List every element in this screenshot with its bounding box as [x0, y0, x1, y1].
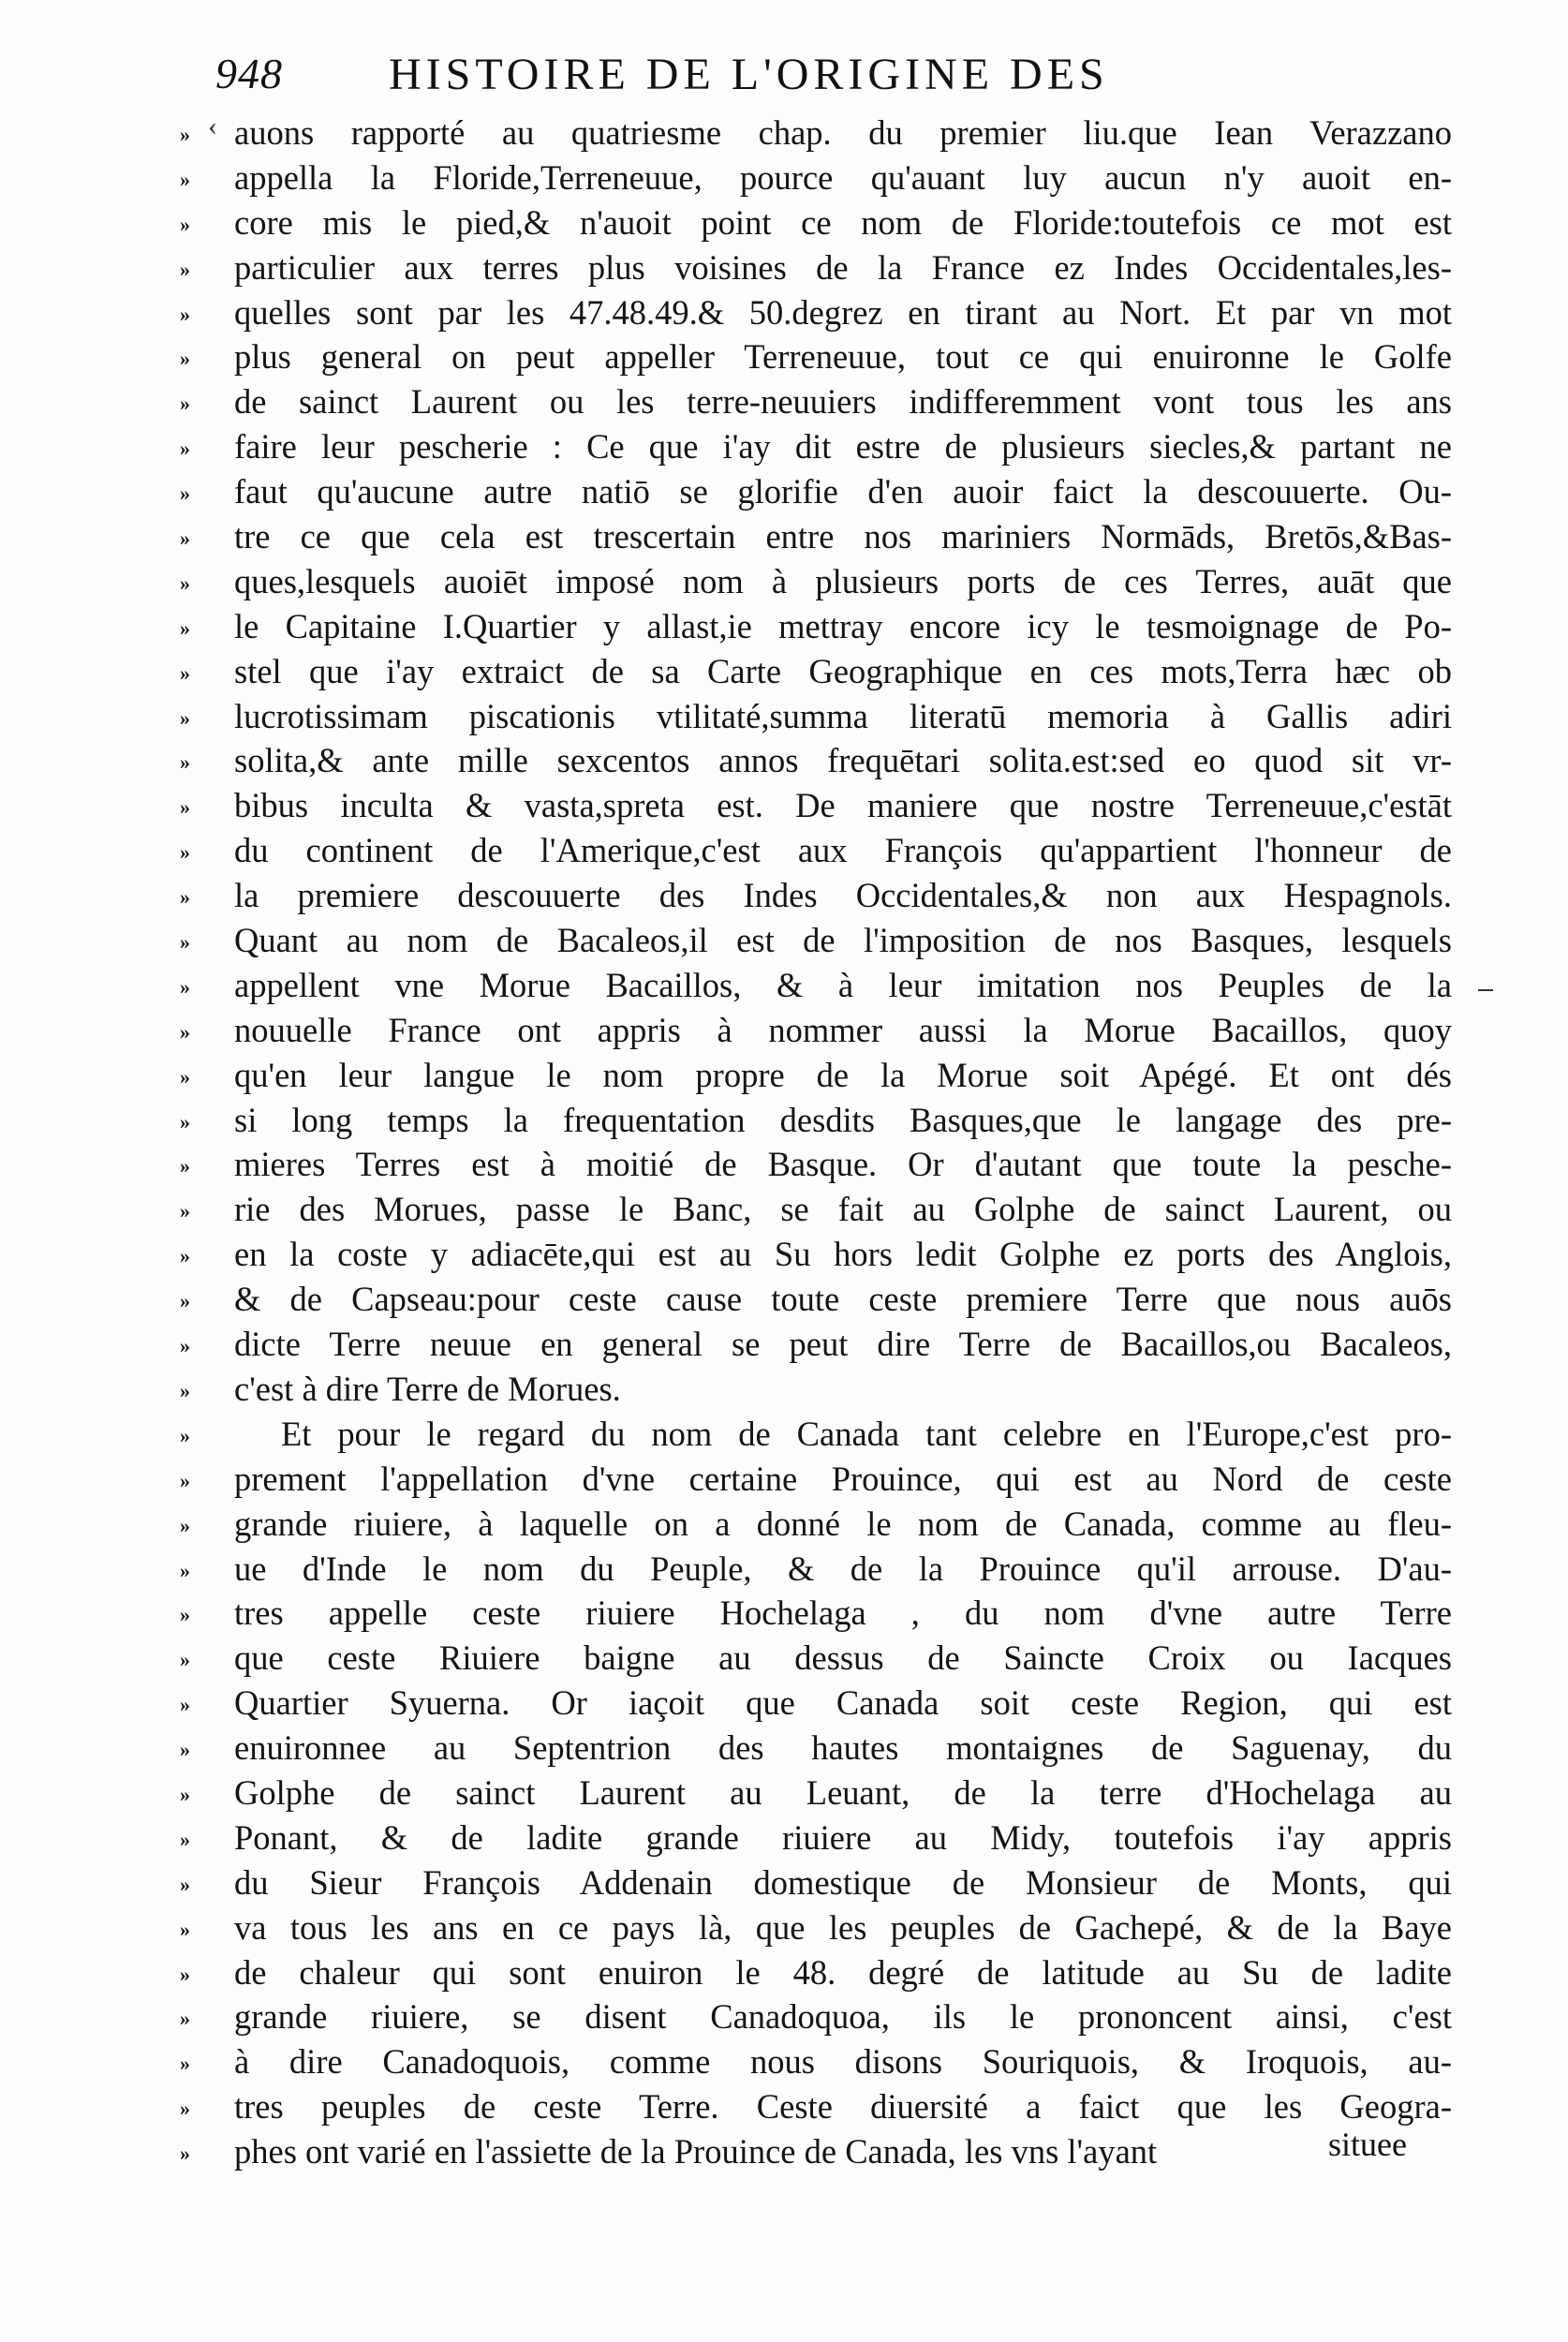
- text-line: [180, 1994, 1452, 2039]
- text-line-content: du Sieur François Addenain domestique de Monsieur de Monts, qui: [234, 1862, 1452, 1902]
- guillemet-mark: »: [180, 1019, 188, 1044]
- text-line-content: ue d'Inde le nom du Peuple, & de la Prouince qu'il arrouse. D'au-: [234, 1549, 1452, 1588]
- text-line: [180, 1053, 1452, 1098]
- guillemet-mark: »: [180, 1603, 188, 1627]
- text-line: [180, 245, 1452, 290]
- text-line-content: nouuelle France ont appris à nommer aussi la Morue Bacaillos, quoy: [234, 1010, 1452, 1049]
- text-line-content: Ponant, & de ladite grande riuiere au Midy, toutefois i'ay appris: [234, 1817, 1452, 1857]
- text-line: [180, 1232, 1452, 1277]
- text-line: [180, 1547, 1452, 1592]
- text-line-content: en la coste y adiacēte,qui est au Su hors ledit Golphe ez ports des Anglois,: [234, 1235, 1452, 1274]
- guillemet-mark: »: [180, 840, 188, 865]
- text-line: [180, 111, 1452, 156]
- text-line-content: faut qu'aucune autre natiō se glorifie d'en auoir faict la descouuerte. Ou-: [234, 472, 1452, 511]
- text-line: [180, 1591, 1452, 1636]
- guillemet-mark: »: [180, 1334, 188, 1358]
- guillemet-mark: »: [180, 1423, 188, 1447]
- text-line: [180, 1502, 1452, 1547]
- text-line: [180, 514, 1452, 559]
- text-line: [180, 649, 1452, 694]
- text-line-content: qu'en leur langue le nom propre de la Morue soit Apégé. Et ont dés: [234, 1055, 1452, 1094]
- text-line-content: du continent de l'Amerique,c'est aux François qu'appartient l'honneur de: [234, 831, 1452, 870]
- text-line-content: bibus inculta & vasta,spreta est. De maniere que nostre Terreneuue,c'estāt: [234, 786, 1452, 825]
- guillemet-mark: »: [180, 1378, 188, 1402]
- text-line-content: c'est à dire Terre de Morues.: [234, 1369, 621, 1408]
- text-line-content: ques,lesquels auoiēt imposé nom à plusieurs ports de ces Terres, auāt que: [234, 561, 1452, 600]
- text-line-content: tres peuples de ceste Terre. Ceste diuersité a faict que les Geogra-: [234, 2087, 1452, 2127]
- guillemet-mark: »: [180, 123, 188, 146]
- text-line: [180, 469, 1452, 514]
- guillemet-mark: »: [180, 1782, 188, 1806]
- guillemet-mark: »: [180, 1064, 188, 1089]
- text-line-content: grande riuiere, se disent Canadoquoa, ils le prononcent ainsi, c'est: [234, 1997, 1452, 2037]
- guillemet-mark: »: [180, 795, 188, 820]
- text-line: [180, 1816, 1452, 1860]
- text-line-content: rie des Morues, passe le Banc, se fait au Golphe de sainct Laurent, ou: [234, 1190, 1452, 1229]
- guillemet-mark: »: [180, 705, 188, 730]
- text-line-content: de chaleur qui sont enuiron le 48. degré de latitude au Su de ladite: [234, 1952, 1452, 1992]
- text-line: [180, 1771, 1452, 1816]
- text-line: [180, 918, 1452, 963]
- text-line: [180, 2084, 1452, 2129]
- text-line-content: Et pour le regard du nom de Canada tant celebre en l'Europe,c'est pro-: [281, 1414, 1452, 1453]
- text-line: [180, 1367, 1452, 1412]
- guillemet-mark: »: [180, 660, 188, 685]
- text-line: [180, 1950, 1452, 1995]
- text-line-content: appellent vne Morue Bacaillos, & à leur imitation nos Peuples de la: [234, 965, 1452, 1004]
- text-line-content: tre ce que cela est trescertain entre nos mariniers Normāds, Bretōs,&Bas-: [234, 517, 1452, 556]
- guillemet-mark: »: [180, 347, 188, 371]
- text-line: [180, 1905, 1452, 1950]
- text-line-content: si long temps la frequentation desdits Basques,que le langage des pre-: [234, 1100, 1452, 1139]
- guillemet-mark: »: [180, 1468, 188, 1492]
- text-line: [180, 828, 1452, 873]
- guillemet-mark: »: [180, 1917, 188, 1941]
- text-line-content: le Capitaine I.Quartier y allast,ie mettray encore icy le tesmoignage de Po-: [234, 606, 1452, 645]
- text-line: [180, 1726, 1452, 1771]
- text-line-content: Golphe de sainct Laurent au Leuant, de la terre d'Hochelaga au: [234, 1772, 1452, 1812]
- guillemet-mark: »: [180, 526, 188, 551]
- text-line: [180, 694, 1452, 739]
- text-line-content: core mis le pied,& n'auoit point ce nom de Floride:toutefois ce mot est: [234, 202, 1452, 242]
- text-line-content: mieres Terres est à moitié de Basque. Or d'autant que toute la pesche-: [234, 1145, 1452, 1184]
- guillemet-mark: »: [180, 2007, 188, 2031]
- guillemet-mark: »: [180, 212, 188, 236]
- text-line-content: enuironnee au Septentrion des hautes montaignes de Saguenay, du: [234, 1728, 1452, 1768]
- text-line: [180, 200, 1452, 245]
- guillemet-mark: »: [180, 437, 188, 461]
- guillemet-mark: »: [180, 167, 188, 191]
- text-line: [180, 1142, 1452, 1187]
- text-line-content: particulier aux terres plus voisines de la France ez Indes Occidentales,les-: [234, 247, 1452, 287]
- text-line: [180, 156, 1452, 200]
- text-line: [180, 1412, 1452, 1457]
- text-line-content: lucrotissimam piscationis vtilitaté,summa literatū memoria à Gallis adiri: [234, 696, 1452, 735]
- guillemet-mark: »: [180, 257, 188, 281]
- text-line: [180, 1636, 1452, 1681]
- text-line-content: à dire Canadoquois, comme nous disons Souriquois, & Iroquois, au-: [234, 2042, 1452, 2082]
- text-line: [180, 1457, 1452, 1502]
- text-line-content: dicte Terre neuue en general se peut dire Terre de Bacaillos,ou Bacaleos,: [234, 1325, 1452, 1364]
- guillemet-mark: »: [180, 1513, 188, 1537]
- text-line-content: stel que i'ay extraict de sa Carte Geographique en ces mots,Terra hæc ob: [234, 651, 1452, 690]
- text-line-content: appella la Floride,Terreneuue, pource qu'auant luy aucun n'y auoit en-: [234, 157, 1452, 197]
- text-line: [180, 2039, 1452, 2084]
- text-line-content: solita,& ante mille sexcentos annos frequētari solita.est:sed eo quod sit vr-: [234, 741, 1452, 780]
- text-line-content: de sainct Laurent ou les terre-neuuiers indifferemment vont tous les ans: [234, 382, 1452, 422]
- text-line: [180, 1277, 1452, 1322]
- text-line: [180, 1681, 1452, 1726]
- guillemet-mark: »: [180, 571, 188, 595]
- text-line: [180, 963, 1452, 1008]
- body-text: [180, 111, 1452, 2174]
- page-number: 948: [215, 50, 283, 97]
- guillemet-mark: »: [180, 930, 188, 955]
- guillemet-mark: »: [180, 392, 188, 416]
- text-line: [180, 290, 1452, 335]
- text-line-content: que ceste Riuiere baigne au dessus de Saincte Croix ou Iacques: [234, 1638, 1452, 1678]
- text-line-content: faire leur pescherie : Ce que i'ay dit estre de plusieurs siecles,& partant ne: [234, 427, 1452, 467]
- margin-mark: ‹: [208, 111, 217, 141]
- guillemet-mark: »: [180, 750, 188, 775]
- text-line: [180, 1187, 1452, 1232]
- text-line: [180, 783, 1452, 828]
- guillemet-mark: »: [180, 482, 188, 506]
- text-line: [180, 873, 1452, 918]
- guillemet-mark: »: [180, 1199, 188, 1223]
- text-line-content: plus general on peut appeller Terreneuue, tout ce qui enuironne le Golfe: [234, 337, 1452, 377]
- text-line: [180, 1322, 1452, 1367]
- guillemet-mark: »: [180, 1154, 188, 1178]
- text-line-content: auons rapporté au quatriesme chap. du premier liu.que Iean Verazzano: [234, 113, 1452, 152]
- text-line-content: prement l'appellation d'vne certaine Prouince, qui est au Nord de ceste: [234, 1459, 1452, 1498]
- guillemet-mark: »: [180, 1244, 188, 1268]
- text-line: [180, 424, 1452, 469]
- text-line: [180, 334, 1452, 379]
- text-line: [180, 1860, 1452, 1905]
- text-line: [180, 738, 1452, 783]
- guillemet-mark: »: [180, 2142, 188, 2166]
- guillemet-mark: »: [180, 615, 188, 640]
- text-line: [180, 379, 1452, 424]
- guillemet-mark: »: [180, 974, 188, 999]
- text-line-content: quelles sont par les 47.48.49.& 50.degrez en tirant au Nort. Et par vn mot: [234, 292, 1452, 332]
- guillemet-mark: »: [180, 1962, 188, 1986]
- guillemet-mark: »: [180, 1109, 188, 1134]
- guillemet-mark: »: [180, 1827, 188, 1851]
- page-header: [215, 49, 1293, 114]
- text-line: [180, 1098, 1452, 1143]
- margin-dash-mark: [1478, 989, 1493, 991]
- text-line: [180, 604, 1452, 649]
- text-line-content: phes ont varié en l'assiette de la Prouince de Canada, les vns l'ayant: [234, 2132, 1158, 2172]
- guillemet-mark: »: [180, 885, 188, 910]
- text-line: [180, 1008, 1452, 1053]
- guillemet-mark: »: [180, 1693, 188, 1717]
- text-line: [180, 2129, 1452, 2174]
- guillemet-mark: »: [180, 1558, 188, 1582]
- text-line: [180, 559, 1452, 604]
- guillemet-mark: »: [180, 1289, 188, 1313]
- guillemet-mark: »: [180, 2052, 188, 2076]
- guillemet-mark: »: [180, 1738, 188, 1762]
- text-line-content: va tous les ans en ce pays là, que les peuples de Gachepé, & de la Baye: [234, 1907, 1452, 1947]
- text-line-content: Quartier Syuerna. Or iaçoit que Canada soit ceste Region, qui est: [234, 1683, 1452, 1723]
- catchword: situee: [1328, 2126, 1407, 2163]
- running-title: HISTOIRE DE L'ORIGINE DES: [389, 50, 1109, 99]
- text-line-content: grande riuiere, à laquelle on a donné le nom de Canada, comme au fleu-: [234, 1504, 1452, 1543]
- guillemet-mark: »: [180, 1648, 188, 1672]
- text-line-content: & de Capseau:pour ceste cause toute ceste premiere Terre que nous auōs: [234, 1280, 1452, 1319]
- text-line-content: tres appelle ceste riuiere Hochelaga , du nom d'vne autre Terre: [234, 1593, 1452, 1633]
- text-line-content: la premiere descouuerte des Indes Occidentales,& non aux Hespagnols.: [234, 876, 1452, 915]
- guillemet-mark: »: [180, 302, 188, 326]
- guillemet-mark: »: [180, 2097, 188, 2121]
- guillemet-mark: »: [180, 1872, 188, 1896]
- text-line-content: Quant au nom de Bacaleos,il est de l'imposition de nos Basques, lesquels: [234, 921, 1452, 960]
